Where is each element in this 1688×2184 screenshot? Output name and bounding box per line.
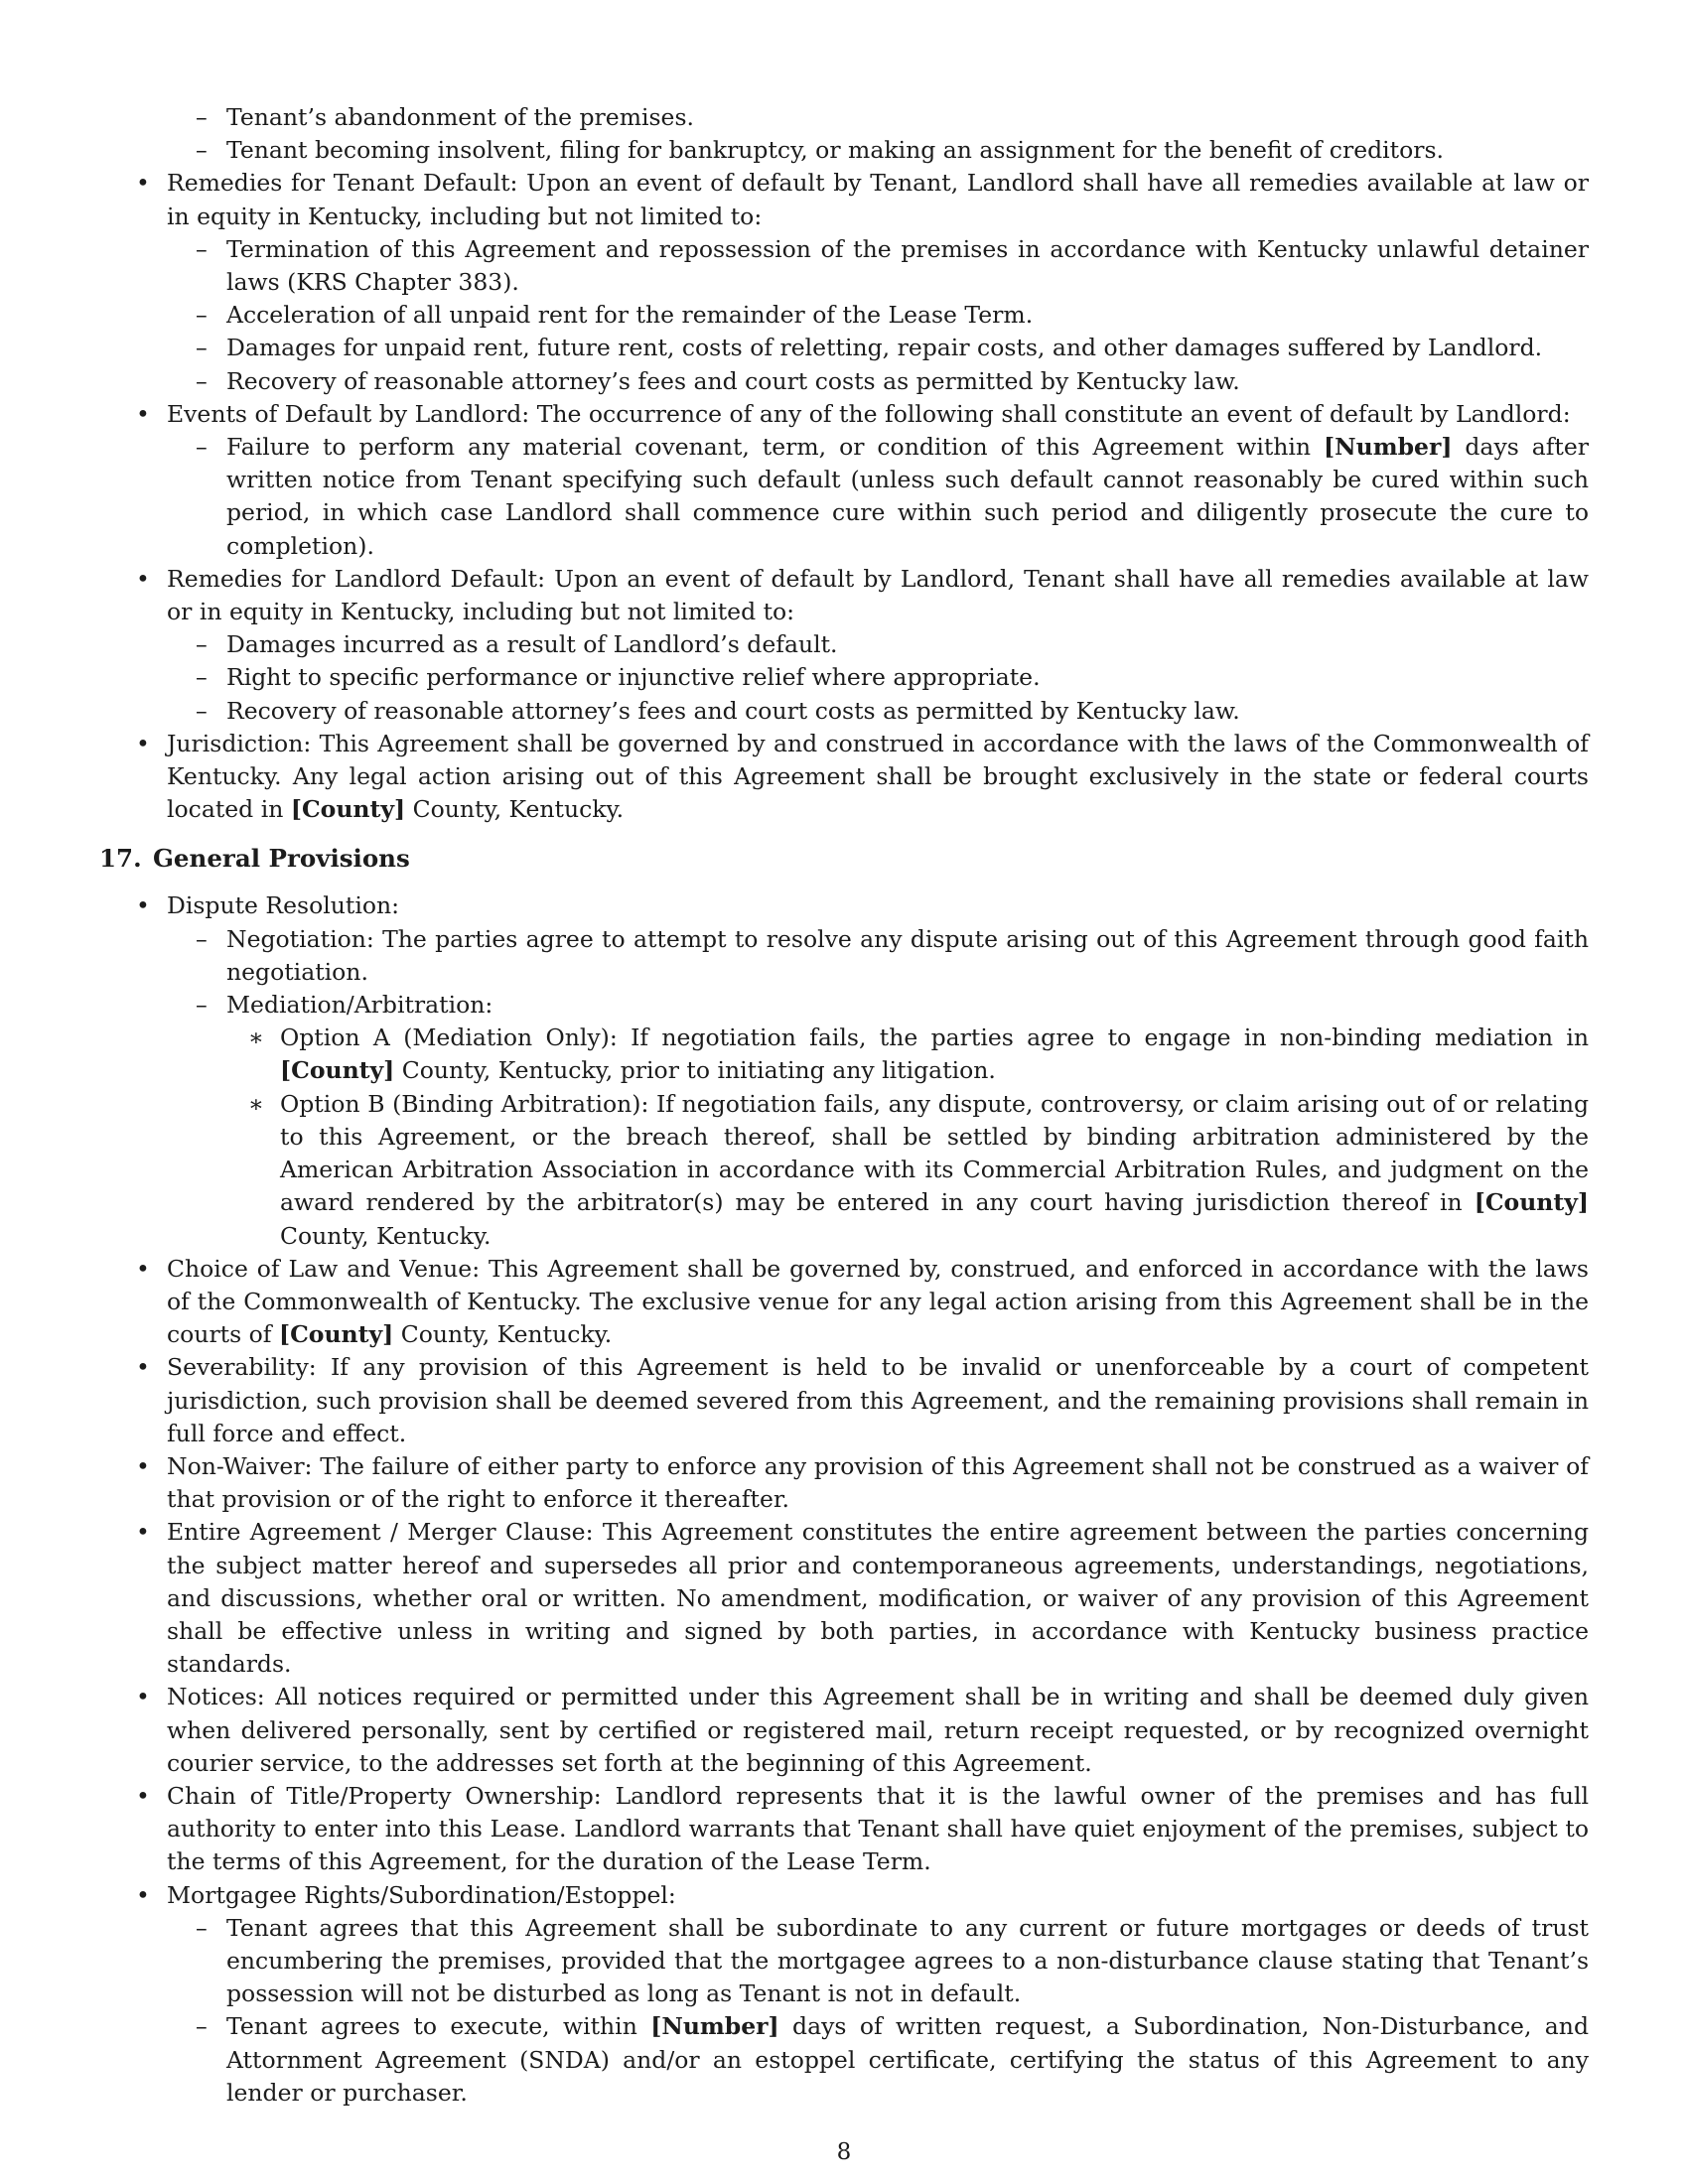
dash-marker: – (196, 366, 208, 395)
dash-marker: – (196, 433, 208, 462)
dash-marker: – (196, 136, 208, 165)
list-item: – Damages incurred as a result of Landlord’s default. (99, 628, 1589, 661)
jurisdiction-clause: • Jurisdiction: This Agreement shall be governed by and construed in accordance with the laws of the Commonwealth of Kentucky. Any legal action arising out of this Agreement shall be brought exclusively in the state or federal courts located in [County] County, Kentucky. (136, 729, 1589, 824)
list-item: – Failure to perform any material covenant, term, or condition of this Agreement within [Number] days after written notice from Tenant specifying such default (unless such default cannot reasonably be cured within such period, in which case Landlord shall commence cure within such period and diligently prosecute the cure to completion). (196, 433, 1590, 560)
section-number: 17. (99, 844, 142, 874)
list-item: ∗ Option A (Mediation Only): If negotiation fails, the parties agree to engage in non-binding mediation in [County] County, Kentucky, prior to initiating any litigation. (248, 1024, 1589, 1085)
notices-clause: • Notices: All notices required or permitted under this Agreement shall be in writing and shall be deemed duly given when delivered personally, sent by certified or registered mail, return receipt requested, or by recognized overnight courier service, to the addresses set forth at the beginning of this Agreement. (136, 1683, 1589, 1777)
list-item: – Termination of this Agreement and repossession of the premises in accordance with Kentucky unlawful detainer laws (KRS Chapter 383). (196, 234, 1589, 297)
section-title: General Provisions (153, 844, 410, 874)
bullet-marker: • (136, 1518, 150, 1547)
bullet-marker: • (136, 1683, 150, 1711)
entire-agreement-clause: • Entire Agreement / Merger Clause: This Agreement constitutes the entire agreement between the parties concerning the subject matter hereof and supersedes all prior and contemporaneous agreements, understandings, negotiations, and discussions, whether oral or written. No amendment, modification, or waiver of any provision of this Agreement shall be effective unless in writing and signed by both parties, in accordance with Kentucky business practice standards. (136, 1518, 1589, 1679)
section-heading (99, 842, 1589, 875)
list-item: – Tenant agrees that this Agreement shall be subordinate to any current or future mortgages or deeds of trust encumbering the premises, provided that the mortgagee agrees to a non-disturbance clause stating that Tenant’s possession will not be disturbed as long as Tenant is not in default. (196, 1913, 1589, 2008)
list-item: – Recovery of reasonable attorney’s fees and court costs as permitted by Kentucky law. (99, 365, 1589, 398)
placeholder-number: [Number] (1324, 433, 1453, 462)
list-item: ∗ Option B (Binding Arbitration): If negotiation fails, any dispute, controversy, or claim arising out of or relating to this Agreement, or the breach thereof, shall be settled by binding arbitration administered by the American Arbitration Association in accordance with its Commercial Arbitration Rules, and judgment on the award rendered by the arbitrator(s) may be entered in any court having jurisdiction thereof in [County] County, Kentucky. (248, 1089, 1589, 1250)
placeholder-county: [County] (278, 1320, 394, 1349)
chain-of-title-clause: • Chain of Title/Property Ownership: Landlord represents that it is the lawful owner of the premises and has full authority to enter into this Lease. Landlord warrants that Tenant shall have quiet enjoyment of the premises, subject to the terms of this Agreement, for the duration of the Lease Term. (136, 1781, 1589, 1876)
non-waiver-clause: • Non-Waiver: The failure of either party to enforce any provision of this Agreement shall not be construed as a waiver of that provision or of the right to enforce it thereafter. (136, 1451, 1589, 1514)
remedies-landlord-default: • Remedies for Landlord Default: Upon an event of default by Landlord, Tenant shall have all remedies available at law or in equity in Kentucky, including but not limited to: (136, 564, 1589, 626)
list-item: – Tenant agrees to execute, within [Number] days of written request, a Subordination, Non-Disturbance, and Attornment Agreement (SNDA) and/or an estoppel certificate, certifying the status of this Agreement to any lender or purchaser. (196, 2012, 1589, 2107)
dash-marker: – (196, 2012, 208, 2041)
list-item: – Negotiation: The parties agree to attempt to resolve any dispute arising out of this Agreement through good faith negotiation. (196, 924, 1589, 986)
dash-marker: – (196, 103, 208, 131)
star-marker: ∗ (248, 1089, 264, 1118)
bullet-marker: • (136, 564, 150, 593)
dash-marker: – (196, 696, 208, 725)
list-item: – Recovery of reasonable attorney’s fees and court costs as permitted by Kentucky law. (99, 695, 1589, 728)
dash-marker: – (196, 663, 208, 692)
severability-clause: • Severability: If any provision of this Agreement is held to be invalid or unenforceable by a court of competent jurisdiction, such provision shall be deemed severed from this Agreement, and the remaining provisions shall remain in full force and effect. (136, 1353, 1589, 1447)
list-item: – Tenant’s abandonment of the premises. (99, 101, 1589, 134)
dash-marker: – (196, 334, 208, 362)
bullet-marker: • (136, 891, 150, 920)
bullet-marker: • (136, 1451, 150, 1480)
dash-marker: – (196, 924, 208, 953)
dash-marker: – (196, 301, 208, 330)
list-item: – Acceleration of all unpaid rent for the remainder of the Lease Term. (99, 299, 1589, 332)
dash-marker: – (196, 1913, 208, 1942)
bullet-marker: • (136, 1781, 150, 1810)
list-item: – Damages for unpaid rent, future rent, costs of reletting, repair costs, and other damages suffered by Landlord. (99, 332, 1589, 364)
dash-marker: – (196, 991, 208, 1020)
dash-marker: – (196, 630, 208, 659)
page-content (99, 101, 1589, 2110)
bullet-marker: • (136, 1254, 150, 1283)
placeholder-county: [County] (1474, 1188, 1589, 1217)
page-number: 8 (836, 2139, 852, 2165)
placeholder-number: [Number] (650, 2012, 779, 2041)
list-item: – Right to specific performance or injunctive relief where appropriate. (99, 661, 1589, 694)
star-marker: ∗ (248, 1024, 264, 1052)
placeholder-county: [County] (280, 1056, 395, 1085)
remedies-tenant-default: • Remedies for Tenant Default: Upon an event of default by Tenant, Landlord shall have all remedies available at law or in equity in Kentucky, including but not limited to: (136, 169, 1589, 230)
list-item: – Tenant becoming insolvent, filing for bankruptcy, or making an assignment for the benefit of creditors. (99, 134, 1589, 167)
choice-of-law-clause: • Choice of Law and Venue: This Agreement shall be governed by, construed, and enforced in accordance with the laws of the Commonwealth of Kentucky. The exclusive venue for any legal action arising from this Agreement shall be in the courts of [County] County, Kentucky. (136, 1254, 1589, 1349)
dash-marker: – (196, 234, 208, 263)
list-item: – Mediation/Arbitration: (99, 989, 1589, 1022)
dispute-resolution: • Dispute Resolution: (99, 889, 1589, 922)
events-landlord-default: • Events of Default by Landlord: The occurrence of any of the following shall constitute an event of default by Landlord: (99, 398, 1589, 431)
placeholder-county: [County] (290, 795, 406, 824)
bullet-marker: • (136, 729, 150, 757)
bullet-marker: • (136, 169, 150, 198)
bullet-marker: • (136, 1353, 150, 1382)
bullet-marker: • (136, 399, 150, 428)
mortgagee-rights-clause: • Mortgagee Rights/Subordination/Estoppel: (99, 1879, 1589, 1912)
bullet-marker: • (136, 1880, 150, 1909)
